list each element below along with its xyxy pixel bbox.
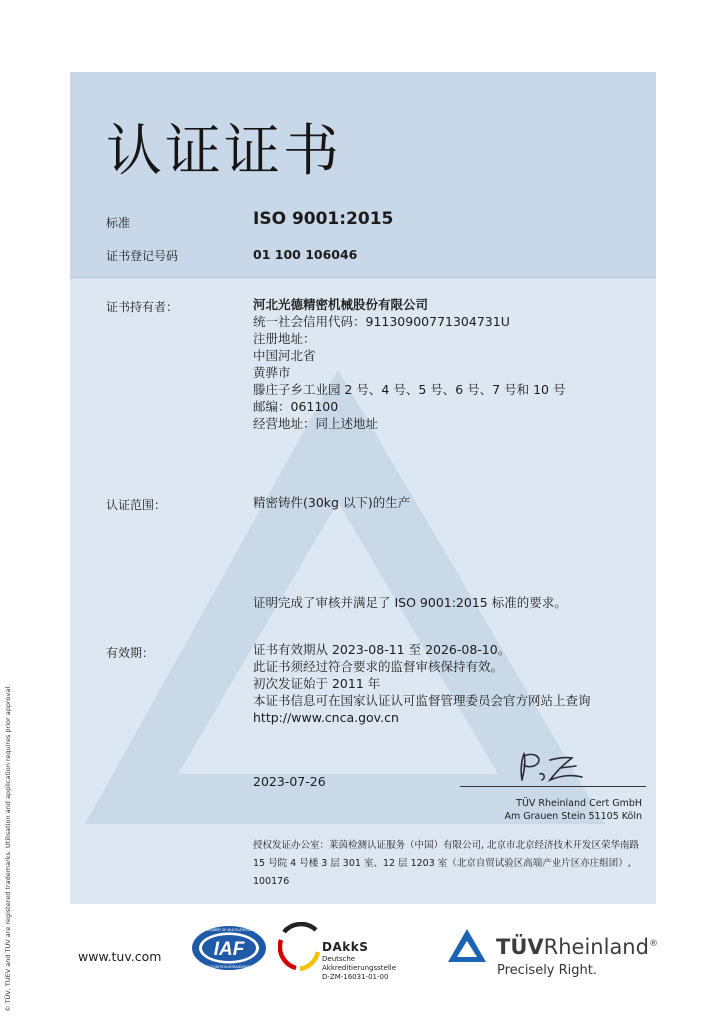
standard-label: 标准 [106, 216, 131, 230]
holder-name: 河北光德精密机械股份有限公司 [253, 297, 429, 312]
scope-label: 认证范围： [106, 498, 167, 512]
tuv-triangle-icon [447, 928, 487, 964]
signature-line [460, 786, 646, 787]
dakks-line-3: D-ZM-16031-01-00 [322, 973, 389, 981]
trademark-side-note: © TÜV, TUEV and TUV are registered trademarks. Utilisation and application requires prior approval. [4, 684, 12, 1012]
holder-province: 中国河北省 [253, 348, 316, 363]
svg-text:RECOGNITION ARRANGEMENT: RECOGNITION ARRANGEMENT [203, 965, 255, 969]
validity-first-issue: 初次发证始于 2011 年 [253, 676, 381, 691]
holder-park: 滕庄子乡工业园 2 号、4 号、5 号、6 号、7 号和 10 号 [253, 382, 566, 397]
signature-image [510, 750, 610, 788]
dakks-emblem [278, 922, 322, 972]
tuv-registered-mark: ® [648, 939, 658, 949]
issuer-block [504, 797, 642, 823]
footer-website: www.tuv.com [78, 949, 162, 964]
scope-value: 精密铸件(30kg 以下)的生产 [253, 495, 411, 510]
holder-credit-code: 统一社会信用代码：91130900771304731U [253, 314, 510, 329]
validity-period: 证书有效期从 2023-08-11 至 2026-08-10。 [253, 642, 511, 657]
svg-text:MEMBER OF MULTILATERAL: MEMBER OF MULTILATERAL [205, 928, 253, 932]
holder-business-address: 经营地址：同上述地址 [253, 416, 379, 431]
tuv-wordmark-rest: Rheinland [543, 935, 649, 959]
holder-reg-address-label: 注册地址： [253, 331, 316, 346]
certificate-card [70, 72, 656, 904]
iaf-logo [190, 924, 268, 972]
registration-label: 证书登记号码 [106, 249, 179, 263]
tuv-rheinland-wordmark [496, 935, 658, 959]
tuv-slogan: Precisely Right. [497, 963, 598, 978]
svg-text:IAF: IAF [213, 939, 245, 960]
certificate-title: 认证证书 [106, 119, 342, 184]
tuv-wordmark-bold: TÜV [496, 935, 544, 959]
holder-label: 证书持有者： [106, 300, 179, 314]
issuer-name: TÜV Rheinland Cert GmbH [516, 798, 642, 809]
dakks-line-2: Akkreditierungsstelle [322, 964, 397, 972]
validity-surveillance: 此证书须经过符合要求的监督审核保持有效。 [253, 659, 504, 674]
holder-city: 黄骅市 [253, 365, 291, 380]
registration-number: 01 100 106046 [253, 247, 358, 262]
authorized-office-note: 授权发证办公室：莱茵检测认证服务（中国）有限公司, 北京市北京经济技术开发区荣华南路 15 号院 4 号楼 3 层 301 室、12 层 1203 室（北京自贸试验区高端产业片区亦庄组团）, 100176 [253, 840, 640, 887]
issuer-address: Am Grauen Stein 51105 Köln [504, 811, 642, 822]
holder-postcode: 邮编：061100 [253, 399, 339, 414]
standard-value: ISO 9001:2015 [253, 209, 394, 229]
compliance-statement: 证明完成了审核并满足了 ISO 9001:2015 标准的要求。 [253, 595, 567, 610]
dakks-text [322, 940, 396, 982]
validity-lookup: 本证书信息可在国家认证认可监督管理委员会官方网站上查询 [253, 693, 591, 708]
validity-label: 有效期： [106, 646, 155, 660]
dakks-line-1: Deutsche [322, 955, 356, 963]
issue-date: 2023-07-26 [253, 774, 326, 789]
validity-url: http://www.cnca.gov.cn [253, 710, 399, 725]
dakks-name: DAkkS [322, 940, 369, 954]
holder-block [253, 296, 565, 432]
validity-block [253, 641, 591, 726]
